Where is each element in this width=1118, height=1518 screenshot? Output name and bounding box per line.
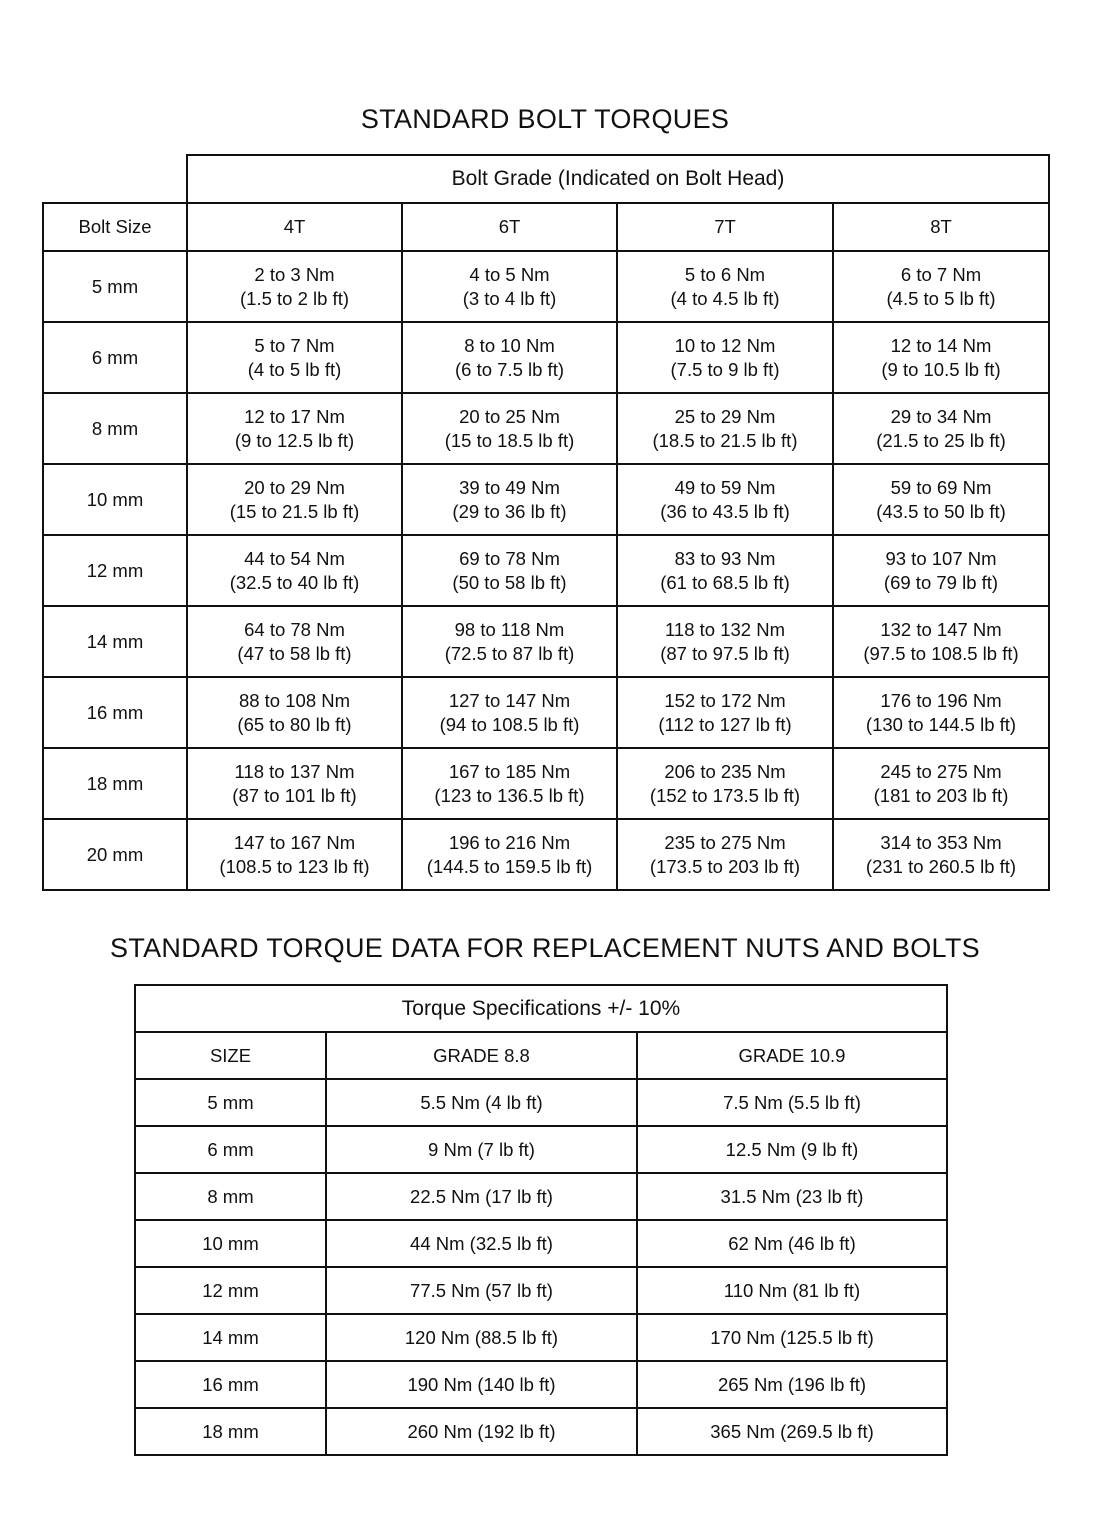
- torque-nm: 44 to 54 Nm: [244, 547, 345, 569]
- size-header: SIZE: [135, 1032, 326, 1079]
- torque-lbft: (6 to 7.5 lb ft): [455, 358, 564, 380]
- table-row: [43, 606, 1049, 677]
- size-cell: 16 mm: [135, 1361, 326, 1408]
- torque-cell: 31.5 Nm (23 lb ft): [637, 1173, 947, 1220]
- torque-nm: 88 to 108 Nm: [238, 689, 351, 711]
- torque-lbft: (4.5 to 5 lb ft): [886, 287, 996, 309]
- torque-cell: [187, 464, 402, 535]
- torque-lbft: (94 to 108.5 lb ft): [439, 713, 580, 735]
- torque-nm: 64 to 78 Nm: [244, 618, 345, 640]
- torque-lbft: (29 to 36 lb ft): [452, 500, 567, 522]
- table-row: [43, 677, 1049, 748]
- replacement-torque-table: [134, 984, 948, 1456]
- torque-nm: 69 to 78 Nm: [459, 547, 560, 569]
- table-row: [135, 1173, 947, 1220]
- replacement-nuts-bolts-title: STANDARD TORQUE DATA FOR REPLACEMENT NUTS AND BOLTS: [110, 933, 980, 963]
- standard-bolt-torques-title: STANDARD BOLT TORQUES: [360, 104, 730, 134]
- table-row: [43, 251, 1049, 322]
- torque-nm: 152 to 172 Nm: [664, 689, 786, 711]
- torque-nm: 98 to 118 Nm: [454, 618, 565, 640]
- torque-nm: 127 to 147 Nm: [448, 689, 571, 711]
- torque-lbft: (112 to 127 lb ft): [658, 713, 792, 735]
- torque-nm: 6 to 7 Nm: [900, 263, 982, 285]
- table-row: [135, 1126, 947, 1173]
- torque-nm: 20 to 29 Nm: [244, 476, 345, 498]
- torque-lbft: (130 to 144.5 lb ft): [865, 713, 1017, 735]
- torque-cell: 62 Nm (46 lb ft): [637, 1220, 947, 1267]
- torque-cell: [617, 393, 833, 464]
- table-row: [43, 393, 1049, 464]
- grade-8-8-header: GRADE 8.8: [326, 1032, 637, 1079]
- torque-nm: 93 to 107 Nm: [885, 547, 997, 569]
- torque-lbft: (9 to 10.5 lb ft): [881, 358, 1001, 380]
- table-row: [43, 748, 1049, 819]
- torque-lbft: (36 to 43.5 lb ft): [660, 500, 790, 522]
- torque-nm: 5 to 7 Nm: [254, 334, 335, 356]
- torque-lbft: (152 to 173.5 lb ft): [649, 784, 801, 806]
- table-row: [135, 1220, 947, 1267]
- torque-cell: [617, 464, 833, 535]
- bolt-size-cell: 12 mm: [43, 535, 187, 606]
- torque-cell: [402, 677, 617, 748]
- torque-lbft: (3 to 4 lb ft): [462, 287, 557, 309]
- torque-cell: [833, 464, 1049, 535]
- torque-cell: [402, 748, 617, 819]
- torque-lbft: (72.5 to 87 lb ft): [444, 642, 575, 664]
- torque-lbft: (144.5 to 159.5 lb ft): [426, 855, 593, 877]
- torque-cell: [617, 819, 833, 890]
- torque-nm: 39 to 49 Nm: [459, 476, 560, 498]
- torque-nm: 8 to 10 Nm: [464, 334, 555, 356]
- torque-nm: 132 to 147 Nm: [880, 618, 1002, 640]
- torque-cell: [187, 393, 402, 464]
- torque-lbft: (87 to 101 lb ft): [232, 784, 357, 806]
- torque-cell: [402, 464, 617, 535]
- table-row: [135, 1314, 947, 1361]
- torque-lbft: (1.5 to 2 lb ft): [240, 287, 349, 309]
- torque-lbft: (65 to 80 lb ft): [237, 713, 352, 735]
- torque-lbft: (18.5 to 21.5 lb ft): [652, 429, 798, 451]
- torque-cell: [833, 748, 1049, 819]
- torque-lbft: (15 to 18.5 lb ft): [444, 429, 575, 451]
- torque-cell: [833, 535, 1049, 606]
- torque-lbft: (9 to 12.5 lb ft): [234, 429, 355, 451]
- torque-cell: [187, 606, 402, 677]
- bolt-size-cell: 8 mm: [43, 393, 187, 464]
- torque-cell: [402, 322, 617, 393]
- torque-cell: 9 Nm (7 lb ft): [326, 1126, 637, 1173]
- torque-lbft: (32.5 to 40 lb ft): [229, 571, 360, 593]
- torque-cell: 170 Nm (125.5 lb ft): [637, 1314, 947, 1361]
- torque-nm: 10 to 12 Nm: [674, 334, 776, 356]
- torque-nm: 245 to 275 Nm: [880, 760, 1002, 782]
- torque-cell: [187, 748, 402, 819]
- torque-spec-header: Torque Specifications +/- 10%: [135, 985, 947, 1032]
- torque-cell: 5.5 Nm (4 lb ft): [326, 1079, 637, 1126]
- torque-nm: 2 to 3 Nm: [254, 263, 335, 285]
- bolt-size-cell: 6 mm: [43, 322, 187, 393]
- torque-cell: 190 Nm (140 lb ft): [326, 1361, 637, 1408]
- bolt-size-cell: 18 mm: [43, 748, 187, 819]
- torque-cell: [187, 535, 402, 606]
- torque-cell: 120 Nm (88.5 lb ft): [326, 1314, 637, 1361]
- torque-lbft: (21.5 to 25 lb ft): [876, 429, 1006, 451]
- torque-cell: [402, 535, 617, 606]
- torque-cell: [833, 819, 1049, 890]
- torque-cell: [833, 393, 1049, 464]
- torque-cell: [617, 322, 833, 393]
- torque-cell: [833, 251, 1049, 322]
- torque-lbft: (231 to 260.5 lb ft): [865, 855, 1017, 877]
- torque-cell: [617, 535, 833, 606]
- grade-header-4t: 4T: [187, 203, 402, 251]
- torque-nm: 5 to 6 Nm: [684, 263, 766, 285]
- torque-nm: 59 to 69 Nm: [890, 476, 992, 498]
- torque-lbft: (47 to 58 lb ft): [237, 642, 352, 664]
- bolt-size-header: Bolt Size: [43, 203, 187, 251]
- grade-header-8t: 8T: [833, 203, 1049, 251]
- torque-nm: 206 to 235 Nm: [664, 760, 786, 782]
- torque-nm: 29 to 34 Nm: [890, 405, 992, 427]
- torque-lbft: (50 to 58 lb ft): [452, 571, 567, 593]
- torque-nm: 12 to 17 Nm: [244, 405, 345, 427]
- bolt-grade-header: Bolt Grade (Indicated on Bolt Head): [187, 155, 1049, 203]
- torque-nm: 25 to 29 Nm: [674, 405, 776, 427]
- torque-cell: [402, 393, 617, 464]
- torque-nm: 4 to 5 Nm: [469, 263, 550, 285]
- table-row: [43, 535, 1049, 606]
- torque-cell: 12.5 Nm (9 lb ft): [637, 1126, 947, 1173]
- bolt-size-cell: 14 mm: [43, 606, 187, 677]
- torque-cell: [617, 748, 833, 819]
- size-cell: 5 mm: [135, 1079, 326, 1126]
- torque-cell: [402, 606, 617, 677]
- table-row: [135, 1079, 947, 1126]
- torque-nm: 147 to 167 Nm: [233, 831, 356, 853]
- torque-cell: [833, 606, 1049, 677]
- torque-cell: [187, 251, 402, 322]
- bolt-size-cell: 5 mm: [43, 251, 187, 322]
- standard-bolt-torques-table: [42, 154, 1050, 891]
- size-cell: 8 mm: [135, 1173, 326, 1220]
- torque-cell: 260 Nm (192 lb ft): [326, 1408, 637, 1455]
- torque-cell: 265 Nm (196 lb ft): [637, 1361, 947, 1408]
- size-cell: 6 mm: [135, 1126, 326, 1173]
- grade-header-6t: 6T: [402, 203, 617, 251]
- table-row: [135, 1408, 947, 1455]
- torque-cell: [617, 251, 833, 322]
- torque-nm: 235 to 275 Nm: [664, 831, 786, 853]
- torque-cell: [402, 251, 617, 322]
- torque-nm: 49 to 59 Nm: [674, 476, 776, 498]
- torque-lbft: (181 to 203 lb ft): [873, 784, 1009, 806]
- torque-lbft: (15 to 21.5 lb ft): [229, 500, 360, 522]
- torque-cell: [402, 819, 617, 890]
- torque-nm: 167 to 185 Nm: [448, 760, 571, 782]
- bolt-size-cell: 16 mm: [43, 677, 187, 748]
- grade-header-7t: 7T: [617, 203, 833, 251]
- grade-10-9-header: GRADE 10.9: [637, 1032, 947, 1079]
- bolt-size-cell: 20 mm: [43, 819, 187, 890]
- torque-cell: 22.5 Nm (17 lb ft): [326, 1173, 637, 1220]
- torque-lbft: (7.5 to 9 lb ft): [670, 358, 780, 380]
- torque-cell: [833, 677, 1049, 748]
- torque-cell: 44 Nm (32.5 lb ft): [326, 1220, 637, 1267]
- table-corner: [43, 155, 187, 203]
- torque-nm: 176 to 196 Nm: [880, 689, 1002, 711]
- torque-cell: [833, 322, 1049, 393]
- size-cell: 14 mm: [135, 1314, 326, 1361]
- torque-lbft: (173.5 to 203 lb ft): [649, 855, 801, 877]
- torque-lbft: (108.5 to 123 lb ft): [219, 855, 370, 877]
- torque-cell: 77.5 Nm (57 lb ft): [326, 1267, 637, 1314]
- torque-cell: [617, 677, 833, 748]
- torque-lbft: (61 to 68.5 lb ft): [660, 571, 790, 593]
- torque-cell: [187, 677, 402, 748]
- torque-nm: 196 to 216 Nm: [448, 831, 571, 853]
- torque-lbft: (4 to 4.5 lb ft): [670, 287, 780, 309]
- torque-cell: [617, 606, 833, 677]
- torque-nm: 118 to 132 Nm: [665, 618, 785, 640]
- torque-lbft: (4 to 5 lb ft): [247, 358, 342, 380]
- torque-nm: 314 to 353 Nm: [880, 831, 1002, 853]
- torque-lbft: (97.5 to 108.5 lb ft): [863, 642, 1019, 664]
- torque-lbft: (123 to 136.5 lb ft): [434, 784, 585, 806]
- size-cell: 18 mm: [135, 1408, 326, 1455]
- torque-lbft: (69 to 79 lb ft): [883, 571, 999, 593]
- torque-nm: 12 to 14 Nm: [890, 334, 992, 356]
- torque-nm: 20 to 25 Nm: [459, 405, 560, 427]
- table-row: [43, 322, 1049, 393]
- torque-nm: 83 to 93 Nm: [674, 547, 776, 569]
- torque-cell: [187, 322, 402, 393]
- size-cell: 12 mm: [135, 1267, 326, 1314]
- torque-lbft: (43.5 to 50 lb ft): [876, 500, 1006, 522]
- torque-cell: 365 Nm (269.5 lb ft): [637, 1408, 947, 1455]
- table-row: [135, 1361, 947, 1408]
- torque-nm: 118 to 137 Nm: [234, 760, 355, 782]
- torque-cell: 110 Nm (81 lb ft): [637, 1267, 947, 1314]
- torque-cell: 7.5 Nm (5.5 lb ft): [637, 1079, 947, 1126]
- size-cell: 10 mm: [135, 1220, 326, 1267]
- torque-cell: [187, 819, 402, 890]
- table-row: [43, 819, 1049, 890]
- table-row: [135, 1267, 947, 1314]
- torque-lbft: (87 to 97.5 lb ft): [660, 642, 790, 664]
- table-row: [43, 464, 1049, 535]
- bolt-size-cell: 10 mm: [43, 464, 187, 535]
